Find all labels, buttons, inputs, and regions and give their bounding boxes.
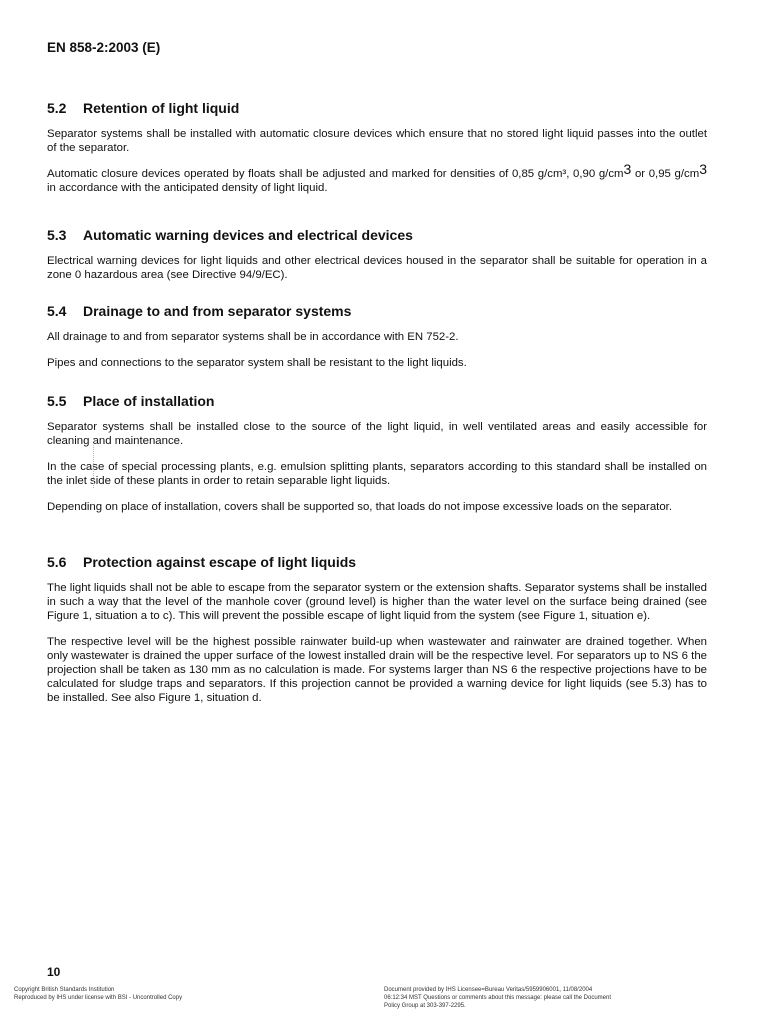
footer-line: 06:12:34 MST Questions or comments about this message: please call the Document [384,995,612,1001]
section-heading [47,303,707,319]
section-title: Place of installation [83,393,215,409]
document-id: EN 858-2:2003 (E) [47,40,161,55]
unit-exponent: 3 [623,161,632,177]
section-number: 5.5 [47,393,67,409]
paragraph: Pipes and connections to the separator system shall be resistant to the light liquids. [47,357,467,369]
paragraph: In the case of special processing plants, e.g. emulsion splitting plants, separators according to this standard shall be installed on the inlet side of these plants in order to retain separable light liquids. [47,461,707,487]
paragraph: Depending on place of installation, covers shall be supported so, that loads do not impose excessive loads on the separator. [47,501,672,513]
section-number: 5.4 [47,303,67,319]
paragraph: All drainage to and from separator systems shall be in accordance with EN 752-2. [47,331,459,343]
section-number: 5.6 [47,554,67,570]
paragraph: Separator systems shall be installed close to the source of the light liquid, in well ventilated areas and easily accessible for cleaning and maintenance. [47,421,707,447]
section-heading [47,100,707,116]
section-title: Drainage to and from separator systems [83,303,352,319]
section-title: Protection against escape of light liquids [83,554,357,570]
section-title: Retention of light liquid [83,100,240,116]
section-number: 5.3 [47,227,67,243]
unit-exponent: 3 [699,161,707,177]
paragraph-text: or 0,95 g/cm [631,168,700,180]
page-number: 10 [47,965,61,979]
footer-copyright [14,986,182,1002]
paragraph-text: in accordance with the anticipated density of light liquid. [47,182,328,194]
paragraph: Separator systems shall be installed with automatic closure devices which ensure that no stored light liquid passes into the outlet of the separator. [47,128,707,154]
paragraph-text: Automatic closure devices operated by floats shall be adjusted and marked for densities of 0,85 g/cm³, 0,90 g/cm [47,168,624,180]
section-5-3 [47,227,707,294]
section-5-6 [47,554,707,717]
section-heading [47,554,707,570]
section-5-2 [47,100,707,207]
footer-line: Copyright British Standards Institution [14,987,115,993]
section-heading [47,393,707,409]
paragraph: The light liquids shall not be able to escape from the separator system or the extension shafts. Separator systems shall be installed in such a way that the level of the manhole cover (ground level) is higher than the water level on the surface being drained (see Figure 1, situation a to c). This will prevent the possible escape of light liquid from the system (see Figure 1, situation e). [47,582,707,622]
footer-document-notice [384,986,644,1010]
footer-line: Reproduced by IHS under license with BSI - Uncontrolled Copy [14,995,183,1001]
footer-line: Policy Group at 303-397-2295. [384,1003,466,1009]
paragraph-densities [47,161,707,195]
paragraph: Electrical warning devices for light liquids and other electrical devices housed in the separator shall be suitable for operation in a zone 0 hazardous area (see Directive 94/9/EC). [47,255,707,281]
section-title: Automatic warning devices and electrical devices [83,227,413,243]
section-5-4 [47,303,707,382]
scan-artifact-dotted-line [93,438,94,488]
section-5-5 [47,393,707,526]
section-number: 5.2 [47,100,67,116]
paragraph: The respective level will be the highest possible rainwater build-up when wastewater and rainwater are drained together. When only wastewater is drained the upper surface of the lowest installed drain will be the respective level. For separators up to NS 6 the projection shall be taken as 130 mm as no calculation is made. For systems larger than NS 6 the respective projections have to be calculated for sludge traps and separators. If this projection cannot be provided a warning device for light liquids (see 5.3) has to be installed. See also Figure 1, situation d. [47,636,707,704]
footer-line: Document provided by IHS Licensee=Bureau Veritas/5959906001, 11/08/2004 [384,987,593,993]
section-heading [47,227,707,243]
